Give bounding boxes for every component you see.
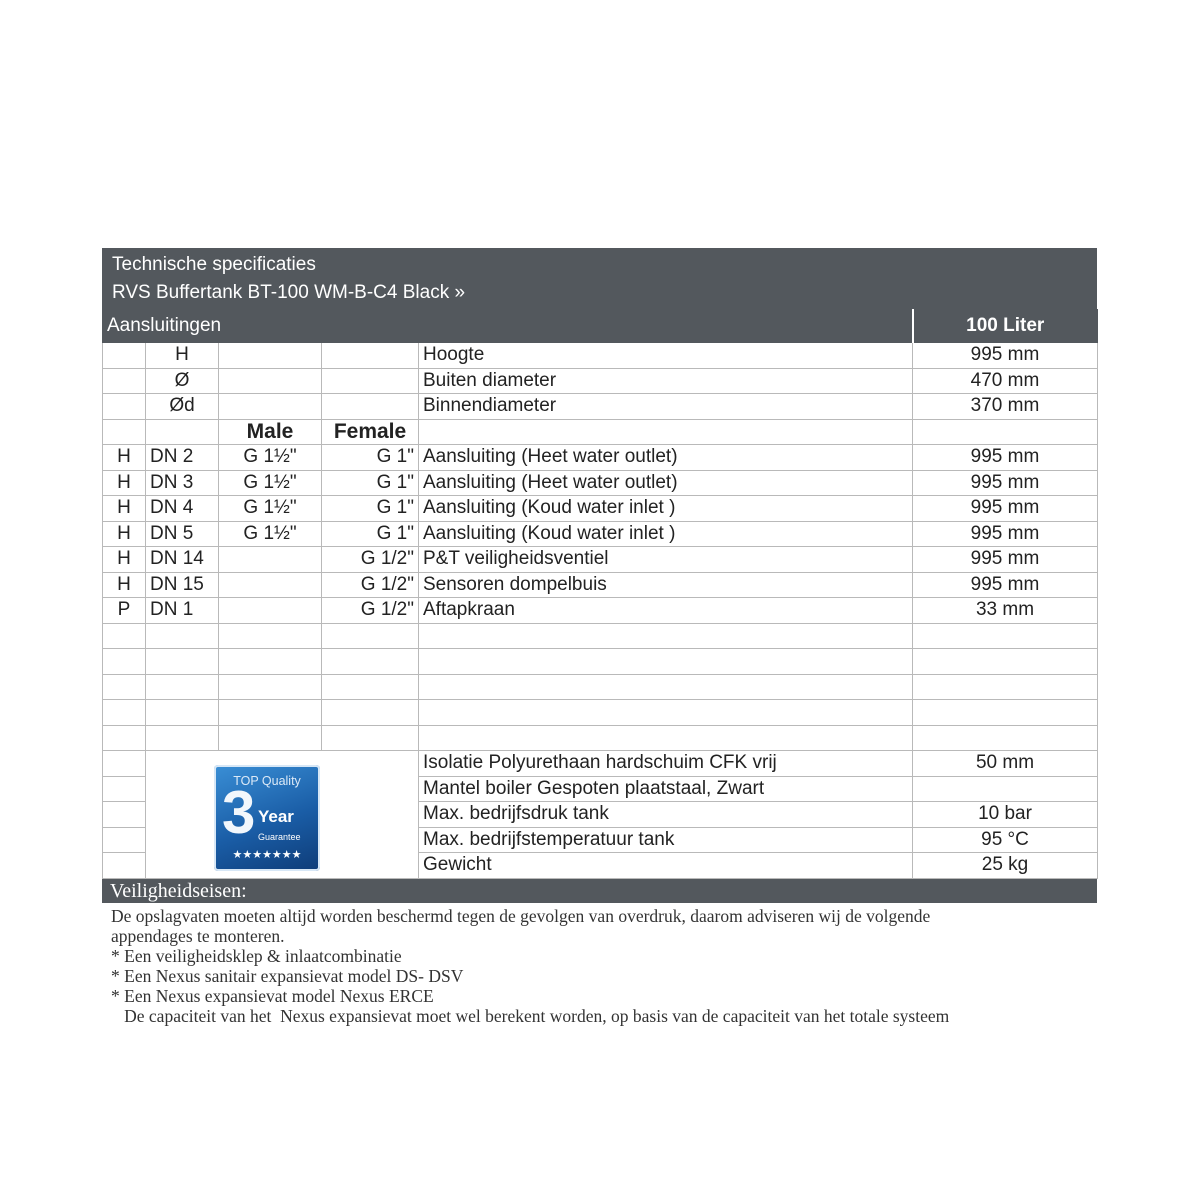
connection-female: G 1/2" bbox=[322, 547, 419, 573]
dimension-symbol: H bbox=[146, 343, 219, 369]
connection-male bbox=[219, 598, 322, 624]
dimension-row bbox=[103, 394, 1098, 420]
empty-row bbox=[103, 649, 1098, 675]
connection-male: G 1½" bbox=[219, 496, 322, 522]
connection-dn: DN 1 bbox=[146, 598, 219, 624]
connection-value: 995 mm bbox=[913, 572, 1098, 598]
spec-sheet bbox=[102, 248, 1097, 903]
connection-row bbox=[103, 496, 1098, 522]
volume-heading: 100 Liter bbox=[913, 310, 1098, 343]
property-label: Mantel boiler Gespoten plaatstaal, Zwart bbox=[419, 776, 913, 802]
safety-line: * Een Nexus sanitair expansievat model DS- DSV bbox=[111, 966, 464, 986]
connection-value: 995 mm bbox=[913, 445, 1098, 471]
property-label: Max. bedrijfsdruk tank bbox=[419, 802, 913, 828]
empty-row bbox=[103, 700, 1098, 726]
connections-heading: Aansluitingen bbox=[103, 310, 913, 343]
connection-row bbox=[103, 598, 1098, 624]
property-value: 25 kg bbox=[913, 853, 1098, 879]
dimension-row bbox=[103, 368, 1098, 394]
connection-position: P bbox=[103, 598, 146, 624]
thread-header-row bbox=[103, 419, 1098, 445]
badge-guarantee: Guarantee bbox=[258, 832, 301, 842]
dimension-label: Buiten diameter bbox=[419, 368, 913, 394]
connection-position: H bbox=[103, 445, 146, 471]
badge-number: 3 bbox=[222, 779, 256, 846]
dimension-symbol: Ød bbox=[146, 394, 219, 420]
spec-title: Technische specificaties bbox=[112, 254, 316, 275]
connection-male bbox=[219, 572, 322, 598]
property-label: Gewicht bbox=[419, 853, 913, 879]
empty-row bbox=[103, 674, 1098, 700]
connection-position: H bbox=[103, 470, 146, 496]
connection-female: G 1" bbox=[322, 521, 419, 547]
dimension-symbol: Ø bbox=[146, 368, 219, 394]
male-column-header: Male bbox=[219, 419, 322, 445]
connection-dn: DN 14 bbox=[146, 547, 219, 573]
connection-dn: DN 3 bbox=[146, 470, 219, 496]
connection-dn: DN 2 bbox=[146, 445, 219, 471]
connection-female: G 1" bbox=[322, 445, 419, 471]
connection-position: H bbox=[103, 547, 146, 573]
dimension-label: Binnendiameter bbox=[419, 394, 913, 420]
connection-dn: DN 5 bbox=[146, 521, 219, 547]
connection-value: 995 mm bbox=[913, 521, 1098, 547]
dimension-value: 995 mm bbox=[913, 343, 1098, 369]
safety-line: * Een veiligheidsklep & inlaatcombinatie bbox=[111, 946, 402, 966]
connection-row bbox=[103, 445, 1098, 471]
connection-value: 995 mm bbox=[913, 470, 1098, 496]
badge-cell bbox=[146, 751, 419, 879]
safety-notes bbox=[111, 906, 1071, 1026]
product-name: RVS Buffertank BT-100 WM-B-C4 Black » bbox=[112, 282, 466, 303]
connection-male: G 1½" bbox=[219, 521, 322, 547]
connection-female: G 1" bbox=[322, 470, 419, 496]
safety-line: appendages te monteren. bbox=[111, 926, 285, 946]
connection-female: G 1" bbox=[322, 496, 419, 522]
connection-description: Aansluiting (Koud water inlet ) bbox=[419, 496, 913, 522]
connection-row bbox=[103, 547, 1098, 573]
subheader-row bbox=[103, 310, 1098, 343]
property-value: 50 mm bbox=[913, 751, 1098, 777]
connection-position: H bbox=[103, 572, 146, 598]
connection-value: 995 mm bbox=[913, 547, 1098, 573]
star-icon: ★★★★★★★ bbox=[232, 849, 302, 861]
female-column-header: Female bbox=[322, 419, 419, 445]
spec-header bbox=[102, 248, 1097, 309]
safety-line: * Een Nexus expansievat model Nexus ERCE bbox=[111, 986, 434, 1006]
safety-heading: Veiligheidseisen: bbox=[102, 879, 1097, 903]
connection-row bbox=[103, 572, 1098, 598]
dimension-value: 370 mm bbox=[913, 394, 1098, 420]
connection-male: G 1½" bbox=[219, 445, 322, 471]
property-value: 10 bar bbox=[913, 802, 1098, 828]
safety-line: De opslagvaten moeten altijd worden beschermd tegen de gevolgen van overdruk, daarom adviseren wij de volgende bbox=[111, 906, 931, 926]
connection-dn: DN 15 bbox=[146, 572, 219, 598]
connection-description: Sensoren dompelbuis bbox=[419, 572, 913, 598]
property-value bbox=[913, 776, 1098, 802]
empty-row bbox=[103, 623, 1098, 649]
connection-description: Aansluiting (Heet water outlet) bbox=[419, 445, 913, 471]
spec-table bbox=[102, 309, 1098, 879]
connection-value: 995 mm bbox=[913, 496, 1098, 522]
connection-male: G 1½" bbox=[219, 470, 322, 496]
empty-row bbox=[103, 725, 1098, 751]
connection-description: Aansluiting (Koud water inlet ) bbox=[419, 521, 913, 547]
connection-female: G 1/2" bbox=[322, 572, 419, 598]
connection-row bbox=[103, 521, 1098, 547]
safety-line: De capaciteit van het Nexus expansievat moet wel berekent worden, op basis van de capaciteit van het totale systeem bbox=[111, 1006, 950, 1026]
connection-row bbox=[103, 470, 1098, 496]
badge-year: Year bbox=[258, 807, 294, 826]
property-row bbox=[103, 751, 1098, 777]
badge-top-text: TOP Quality bbox=[233, 774, 301, 788]
connection-description: P&T veiligheidsventiel bbox=[419, 547, 913, 573]
connection-position: H bbox=[103, 521, 146, 547]
property-label: Max. bedrijfstemperatuur tank bbox=[419, 827, 913, 853]
connection-description: Aansluiting (Heet water outlet) bbox=[419, 470, 913, 496]
quality-badge bbox=[214, 765, 320, 871]
connection-male bbox=[219, 547, 322, 573]
connection-value: 33 mm bbox=[913, 598, 1098, 624]
connection-position: H bbox=[103, 496, 146, 522]
connection-female: G 1/2" bbox=[322, 598, 419, 624]
connection-dn: DN 4 bbox=[146, 496, 219, 522]
property-label: Isolatie Polyurethaan hardschuim CFK vrij bbox=[419, 751, 913, 777]
connection-description: Aftapkraan bbox=[419, 598, 913, 624]
dimension-row bbox=[103, 343, 1098, 369]
dimension-value: 470 mm bbox=[913, 368, 1098, 394]
dimension-label: Hoogte bbox=[419, 343, 913, 369]
property-value: 95 °C bbox=[913, 827, 1098, 853]
